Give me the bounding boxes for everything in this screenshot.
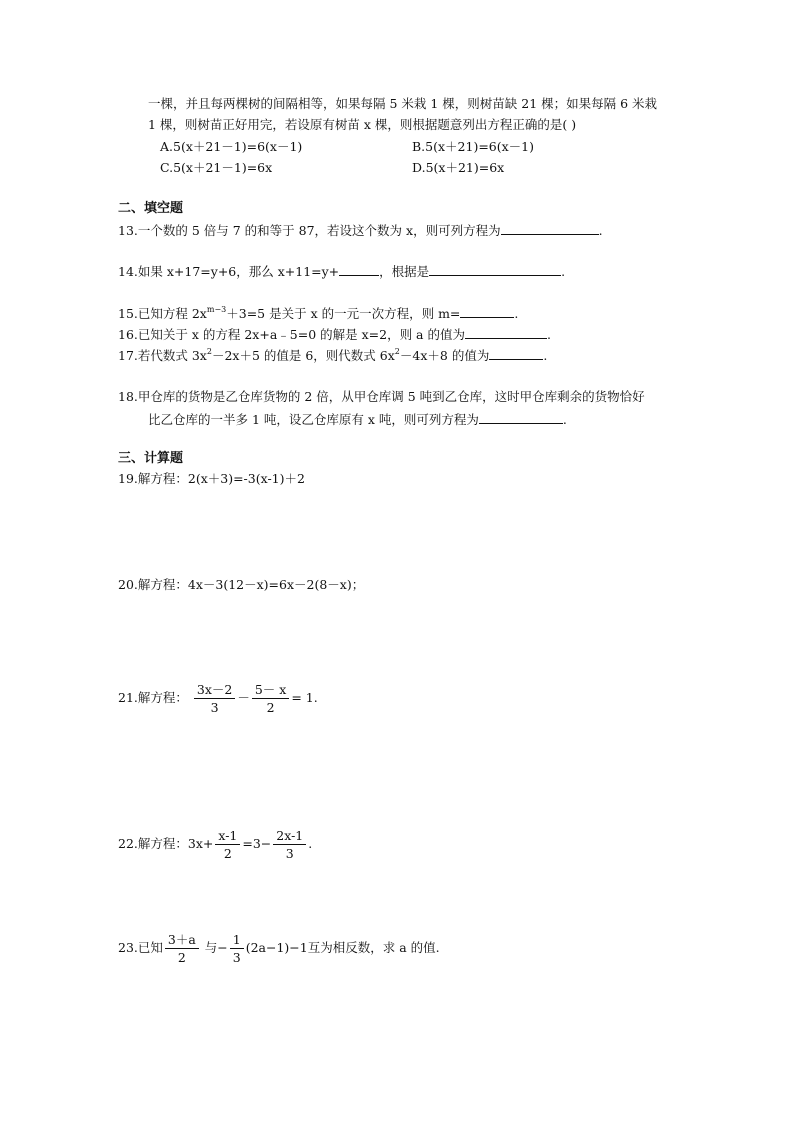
q15-text-a: 15.已知方程 2x bbox=[118, 306, 207, 321]
q22-mid: =3− bbox=[242, 836, 272, 851]
q18-line1: 18.甲仓库的货物是乙仓库货物的 2 倍，从甲仓库调 5 吨到乙仓库，这时甲仓库剩余的货物恰好 bbox=[118, 389, 645, 404]
q18-line2-wrap bbox=[148, 411, 567, 428]
q23-prefix: 23.已知 bbox=[118, 940, 163, 955]
q23-tail: (2a−1)−1互为相反数，求 a 的值. bbox=[245, 940, 440, 955]
q21-f2-numerator: 5－ x bbox=[252, 683, 289, 699]
q23-f1-numerator: 3＋a bbox=[165, 933, 199, 949]
q12-option-a[interactable] bbox=[160, 139, 302, 155]
q23-fraction-1 bbox=[165, 933, 199, 965]
question-17 bbox=[118, 347, 547, 364]
question-16 bbox=[118, 326, 551, 343]
answer-blank-17[interactable] bbox=[489, 347, 543, 360]
q17-end: . bbox=[543, 348, 548, 363]
option-label: A. bbox=[160, 139, 174, 154]
q15-text-b: ＋3=5 是关于 x 的一元一次方程，则 m= bbox=[226, 306, 461, 321]
q12-line2: 1 棵，则树苗正好用完，若设原有树苗 x 棵，则根据题意列出方程正确的是( ) bbox=[148, 117, 577, 132]
answer-blank-15[interactable] bbox=[460, 305, 514, 318]
q21-tail: = 1. bbox=[291, 690, 318, 705]
q14-end: . bbox=[561, 264, 566, 279]
q21-f1-numerator: 3x－2 bbox=[194, 683, 235, 699]
section-title-calculation: 三、计算题 bbox=[118, 451, 184, 466]
section-title-fill-in: 二、填空题 bbox=[118, 201, 184, 216]
q12-line1: 一棵，并且每两棵树的间隔相等，如果每隔 5 米栽 1 棵，则树苗缺 21 棵；如果每隔 6 米栽 bbox=[148, 96, 658, 111]
q17-text-c: －4x＋8 的值为 bbox=[399, 348, 490, 363]
question-22 bbox=[118, 826, 312, 862]
q22-f1-numerator: x-1 bbox=[215, 829, 240, 845]
option-text: 5(x＋21)=6x bbox=[425, 160, 505, 175]
q12-option-d[interactable] bbox=[412, 160, 504, 176]
q13-text: 13.一个数的 5 倍与 7 的和等于 87，若设这个数为 x，则可列方程为 bbox=[118, 223, 501, 238]
option-text: 5(x＋21－1)=6x bbox=[173, 160, 273, 175]
answer-blank-14b[interactable] bbox=[429, 263, 561, 276]
q22-tail: . bbox=[308, 836, 313, 851]
q23-f2-numerator: 1 bbox=[230, 933, 244, 949]
question-14 bbox=[118, 263, 565, 280]
question-21 bbox=[118, 680, 318, 716]
question-20: 20.解方程：4x－3(12－x)=6x－2(8－x)； bbox=[118, 577, 365, 592]
question-19: 19.解方程：2(x＋3)=-3(x-1)＋2 bbox=[118, 471, 305, 486]
answer-blank-13[interactable] bbox=[501, 222, 599, 235]
q17-text-b: －2x＋5 的值是 6，则代数式 6x bbox=[211, 348, 395, 363]
q21-prefix: 21.解方程： bbox=[118, 690, 188, 705]
q12-option-b[interactable] bbox=[412, 139, 534, 155]
question-23 bbox=[118, 930, 440, 966]
q22-f1-denominator: 2 bbox=[223, 845, 232, 861]
question-13 bbox=[118, 222, 603, 239]
q23-mid: 与− bbox=[200, 940, 228, 955]
q17-exponent-1: 2 bbox=[206, 347, 212, 356]
answer-blank-18[interactable] bbox=[479, 411, 563, 424]
option-text: 5(x＋21)=6(x－1) bbox=[425, 139, 535, 154]
option-text: 5(x＋21－1)=6(x－1) bbox=[173, 139, 303, 154]
q23-f1-denominator: 2 bbox=[177, 949, 186, 965]
option-label: B. bbox=[412, 139, 426, 154]
q21-f2-denominator: 2 bbox=[266, 699, 275, 715]
q21-minus: － bbox=[237, 690, 250, 705]
q18-line2: 比乙仓库的一半多 1 吨，设乙仓库原有 x 吨，则可列方程为 bbox=[148, 412, 479, 427]
q15-end: . bbox=[514, 306, 519, 321]
q14-text: 14.如果 x+17=y+6，那么 x+11=y+ bbox=[118, 264, 340, 279]
q22-f2-denominator: 3 bbox=[285, 845, 294, 861]
q17-text-a: 17.若代数式 3x bbox=[118, 348, 207, 363]
q21-fraction-2 bbox=[252, 683, 289, 715]
question-15 bbox=[118, 305, 518, 322]
q18-end: . bbox=[562, 412, 567, 427]
q21-f1-denominator: 3 bbox=[210, 699, 219, 715]
q22-prefix: 22.解方程：3x+ bbox=[118, 836, 214, 851]
q22-f2-numerator: 2x-1 bbox=[273, 829, 306, 845]
answer-blank-14a[interactable] bbox=[339, 263, 379, 276]
q23-f2-denominator: 3 bbox=[232, 949, 241, 965]
q22-fraction-2 bbox=[273, 829, 306, 861]
q16-end: . bbox=[546, 327, 551, 342]
q17-exponent-2: 2 bbox=[394, 347, 400, 356]
q21-fraction-1 bbox=[194, 683, 235, 715]
option-label: D. bbox=[412, 160, 426, 175]
q15-exponent: m−3 bbox=[206, 305, 227, 314]
answer-blank-16[interactable] bbox=[465, 326, 547, 339]
q16-text: 16.已知关于 x 的方程 2x+a﹣5=0 的解是 x=2，则 a 的值为 bbox=[118, 327, 465, 342]
q13-end: . bbox=[598, 223, 603, 238]
q14-mid: ，根据是 bbox=[379, 264, 430, 279]
option-label: C. bbox=[160, 160, 174, 175]
q12-option-c[interactable] bbox=[160, 160, 272, 176]
q23-fraction-2 bbox=[230, 933, 244, 965]
q22-fraction-1 bbox=[215, 829, 240, 861]
